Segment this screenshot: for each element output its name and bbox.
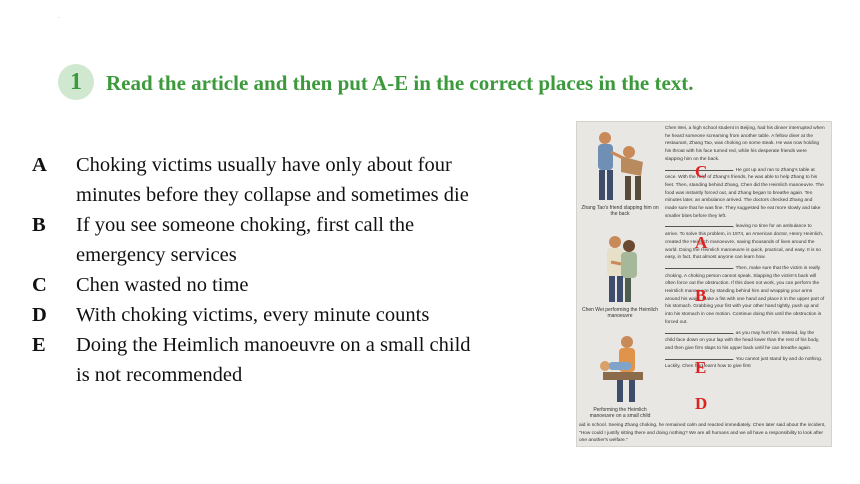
option-letter: E	[32, 334, 46, 356]
illustration-caption: Zhang Tao's friend slapping him on the back	[581, 205, 659, 217]
heimlich-illustration-icon	[581, 230, 659, 306]
option-text: If you see someone choking, first call the	[76, 214, 415, 236]
article-paragraph-6	[665, 354, 825, 371]
option-a	[32, 150, 572, 210]
illustration-caption: Performing the Heimlich manoeuvre on a small child	[589, 407, 651, 419]
article-paragraph-5	[665, 328, 825, 353]
option-e	[32, 330, 572, 390]
option-letter: B	[32, 214, 46, 236]
back-slap-illustration-icon	[581, 126, 659, 204]
illustration-back-slap	[581, 126, 659, 217]
article-paragraph: Chen Wei, a high school student in Beijing, had his dinner interrupted when he heard someone screaming from another table. A fellow diner at the restaurant, Zhang Tao, was choking on some steak. He was now holding his throat with his face turned red, while his desperate friends were slapping him on the back.	[665, 126, 825, 162]
article-closing-paragraph: aid in school. Seeing Zhang choking, he remained calm and reacted immediately. Chen later said about the incident, "How could I justify sitting there and doing nothing? We are all humans and we all have a responsibility to look after one another's welfare."	[579, 423, 826, 444]
option-letter: A	[32, 154, 47, 176]
option-b	[32, 210, 572, 270]
child-heimlich-illustration-icon	[581, 330, 659, 406]
answer-label-2: A	[695, 233, 708, 252]
illustration-caption: Chen Wei performing the Heimlich manoeuvre	[581, 307, 659, 319]
article-paragraph-3	[665, 221, 825, 262]
corner-mark: .	[58, 14, 60, 20]
exercise-number-badge: 1	[58, 64, 94, 100]
answer-blank	[665, 328, 733, 334]
article-paragraph-2	[665, 165, 825, 221]
option-d	[32, 300, 572, 330]
article-text-column	[665, 125, 825, 372]
option-text: Chen wasted no time	[76, 274, 249, 296]
illustration-child	[581, 330, 659, 419]
article-paragraph-text: . Then, make sure that the victim is really choking. A choking person cannot speak. Slapping the victim's back will often force out the obstruction. If this does not work, you can perform the Heimlich manoeuvre by standing behind him and wrapping your arms around his waist. Make a fist with one hand and place it in the upper part of his stomach. Grabbing your fist with your other hand tightly, push up and into his stomach in one motion. Continue doing this until the obstruction is forced out.	[665, 265, 825, 325]
article-scan	[576, 121, 832, 447]
article-paragraph-text: . You cannot just stand by and do nothing. Luckily, Chen had learnt how to give first	[665, 356, 823, 370]
option-c	[32, 270, 572, 300]
article-paragraph-text: , as you may hurt him. Instead, lay the child face down on your lap with the head lower than the rest of his body, and then give firm slaps to his upper back until he can breathe again.	[665, 330, 820, 351]
article-paragraph-4	[665, 263, 825, 327]
option-text: is not recommended	[76, 364, 243, 386]
option-letter: C	[32, 274, 47, 296]
answer-label-1: C	[695, 162, 708, 181]
illustration-heimlich	[581, 230, 659, 319]
answer-blank	[665, 221, 733, 227]
option-letter: D	[32, 304, 47, 326]
article-paragraph-text: , leaving no time for an ambulance to arrive. To solve this problem, in 1974, an American doctor, Henry Heimlich, created the Heimlich manoeuvre, saving thousands of lives around the world. Doing the Heimlich manoeuvre is quick, practical, and easy. It is so easy, in fact, that almost anyone can learn how.	[665, 224, 824, 261]
option-text: Doing the Heimlich manoeuvre on a small child	[76, 334, 471, 356]
answer-label-4: E	[695, 358, 707, 377]
option-text: minutes before they collapse and sometimes die	[76, 184, 469, 206]
option-text: emergency services	[76, 244, 237, 266]
answer-blank	[665, 263, 733, 269]
option-text: With choking victims, every minute counts	[76, 304, 430, 326]
instruction-heading: Read the article and then put A-E in the correct places in the text.	[106, 71, 694, 95]
article-paragraph-text: . He got up and ran to Zhang's table at once. With the help of Zhang's friends, he was able to help Zhang to his feet. Then, standing behind Zhang, Chen did the Heimlich manoeuvre. The food was instantly forced out, and Zhang began to breathe again. Ten minutes later, an ambulance arrived. The doctors checked Zhang and made sure that he was fine. They suggested he eat more slowly and take smaller bites before they left.	[665, 167, 824, 219]
options-list	[32, 150, 572, 390]
answer-label-5: D	[695, 394, 708, 413]
answer-label-3: B	[695, 286, 707, 305]
option-text: Choking victims usually have only about four	[76, 154, 452, 176]
